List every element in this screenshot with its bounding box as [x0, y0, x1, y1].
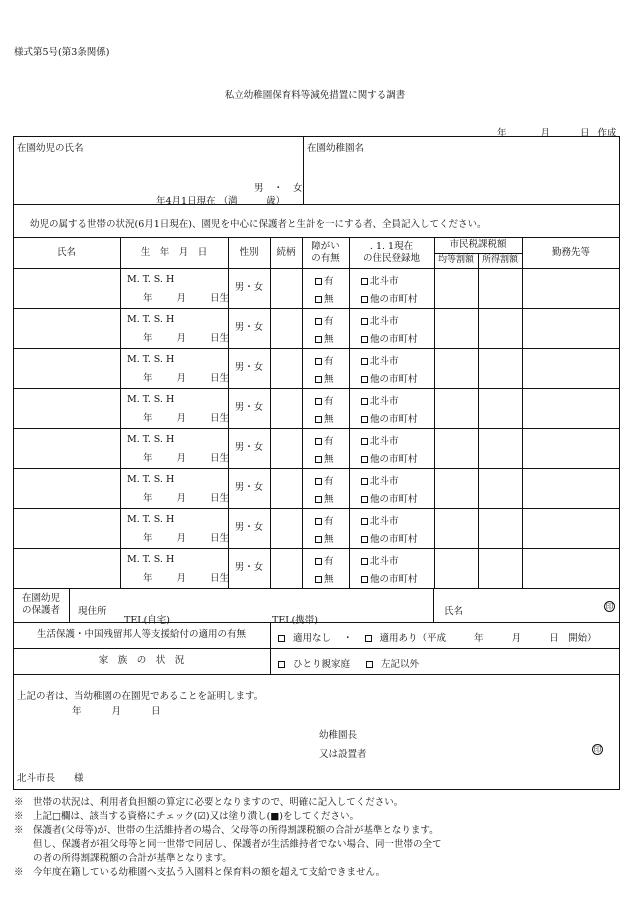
row-disability-yes[interactable]: 有	[315, 393, 334, 407]
certification-seal-icon: 印	[593, 745, 602, 754]
row-gender[interactable]: 男・女	[234, 442, 264, 454]
disability-yes-checkbox[interactable]	[315, 318, 322, 325]
address-other-checkbox[interactable]	[361, 496, 368, 503]
disability-no-checkbox[interactable]	[315, 456, 322, 463]
address-city-checkbox[interactable]	[361, 438, 368, 445]
row-disability-no[interactable]: 無	[315, 571, 334, 585]
row-disability-no[interactable]: 無	[315, 411, 334, 425]
welfare-options[interactable]: 適用なし ・ 適用あり（平成 年 月 日 開始）	[278, 630, 597, 644]
row-birth-date: 年 月 日生	[143, 533, 230, 544]
welfare-applicable-checkbox[interactable]	[365, 635, 372, 642]
row-address-city[interactable]: 北斗市	[361, 473, 399, 487]
row-birth-date: 年 月 日生	[143, 333, 230, 344]
household-row	[13, 388, 620, 428]
row-era: M. T. S. H	[127, 514, 175, 525]
row-era: M. T. S. H	[127, 554, 175, 565]
row-era: M. T. S. H	[127, 474, 175, 485]
row-address-city[interactable]: 北斗市	[361, 513, 399, 527]
row-address-other[interactable]: 他の市町村	[361, 491, 418, 505]
kindergarten-name-label: 在園幼稚園名	[307, 143, 365, 154]
row-name-input[interactable]	[13, 268, 120, 308]
row-tax-income-input[interactable]	[478, 268, 522, 308]
col-header-birth: 生 年 月 日	[140, 246, 208, 258]
row-tax-equal-input[interactable]	[434, 308, 478, 348]
row-disability-yes[interactable]: 有	[315, 553, 334, 567]
note-4: ※ 今年度在籍している幼稚園へ支払う入園料と保育料の額を超えて支給できません。	[14, 867, 386, 878]
row-address-other[interactable]: 他の市町村	[361, 331, 418, 345]
certification-statement: 上記の者は、当幼稚園の在園児であることを証明します。	[17, 691, 264, 702]
row-address-city[interactable]: 北斗市	[361, 433, 399, 447]
row-relation-input[interactable]	[270, 388, 302, 428]
other-family-checkbox[interactable]	[366, 661, 373, 668]
row-name-input[interactable]	[13, 388, 120, 428]
row-disability-no[interactable]: 無	[315, 371, 334, 385]
row-birth-date: 年 月 日生	[143, 413, 230, 424]
child-gender[interactable]: 男 ・ 女	[254, 183, 303, 194]
row-tax-income-input[interactable]	[478, 508, 522, 548]
row-era: M. T. S. H	[127, 354, 175, 365]
row-birth-date: 年 月 日生	[143, 453, 230, 464]
disability-no-checkbox[interactable]	[315, 416, 322, 423]
row-workplace-input[interactable]	[522, 268, 620, 308]
disability-yes-checkbox[interactable]	[315, 398, 322, 405]
row-address-other[interactable]: 他の市町村	[361, 451, 418, 465]
guardian-label: 在園幼児 の保護者	[21, 593, 60, 616]
disability-yes-checkbox[interactable]	[315, 358, 322, 365]
addressee: 北斗市長 様	[17, 773, 84, 784]
note-3-continued: 但し、保護者が祖父母等と同一世帯で同居し、保護者が生活維持者でない場合、同一世帯の全て	[14, 839, 442, 850]
row-relation-input[interactable]	[270, 508, 302, 548]
disability-yes-checkbox[interactable]	[315, 518, 322, 525]
row-tax-income-input[interactable]	[478, 548, 522, 588]
form-number: 様式第5号(第3条関係)	[14, 47, 110, 58]
row-tax-equal-input[interactable]	[434, 388, 478, 428]
col-header-tax: 市民税課税額	[449, 239, 507, 251]
disability-yes-checkbox[interactable]	[315, 278, 322, 285]
row-relation-input[interactable]	[270, 548, 302, 588]
address-city-checkbox[interactable]	[361, 518, 368, 525]
col-header-gender: 性別	[239, 246, 259, 258]
row-relation-input[interactable]	[270, 268, 302, 308]
certification-date: 年 月 日	[72, 706, 161, 717]
address-other-checkbox[interactable]	[361, 536, 368, 543]
row-disability-no[interactable]: 無	[315, 451, 334, 465]
row-disability-yes[interactable]: 有	[315, 433, 334, 447]
address-city-checkbox[interactable]	[361, 558, 368, 565]
col-header-address: . 1. 1現在 の住民登録地	[362, 240, 420, 264]
row-era: M. T. S. H	[127, 274, 175, 285]
col-header-workplace: 勤務先等	[551, 246, 590, 258]
address-other-checkbox[interactable]	[361, 336, 368, 343]
address-city-checkbox[interactable]	[361, 358, 368, 365]
row-address-other[interactable]: 他の市町村	[361, 291, 418, 305]
disability-no-checkbox[interactable]	[315, 536, 322, 543]
address-city-checkbox[interactable]	[361, 278, 368, 285]
row-tax-equal-input[interactable]	[434, 428, 478, 468]
child-age-line: 年4月1日現在 （満 歳）	[156, 196, 286, 207]
row-name-input[interactable]	[13, 348, 120, 388]
address-city-checkbox[interactable]	[361, 318, 368, 325]
note-2: ※ 上記□欄は、該当する資格にチェック(☑)又は塗り潰し(■)をしてください。	[14, 811, 360, 822]
note-3-continued-2: の者の所得割課税額の合計が基準となります。	[14, 853, 232, 864]
row-gender[interactable]: 男・女	[234, 522, 264, 534]
household-row	[13, 268, 620, 308]
household-row	[13, 428, 620, 468]
row-tax-income-input[interactable]	[478, 308, 522, 348]
household-row	[13, 308, 620, 348]
row-address-other[interactable]: 他の市町村	[361, 371, 418, 385]
row-birth-date: 年 月 日生	[143, 373, 230, 384]
family-options[interactable]: ひとり親家庭 左記以外	[278, 656, 419, 670]
row-gender[interactable]: 男・女	[234, 562, 264, 574]
row-disability-no[interactable]: 無	[315, 531, 334, 545]
row-address-city[interactable]: 北斗市	[361, 353, 399, 367]
row-birth-date: 年 月 日生	[143, 493, 230, 504]
row-disability-no[interactable]: 無	[315, 291, 334, 305]
address-other-checkbox[interactable]	[361, 296, 368, 303]
row-workplace-input[interactable]	[522, 428, 620, 468]
row-address-city[interactable]: 北斗市	[361, 313, 399, 327]
row-gender[interactable]: 男・女	[234, 322, 264, 334]
family-label: 家 族 の 状 況	[98, 655, 185, 667]
row-name-input[interactable]	[13, 468, 120, 508]
row-tax-income-input[interactable]	[478, 348, 522, 388]
household-row	[13, 468, 620, 508]
child-name-label: 在園幼児の氏名	[17, 143, 84, 154]
row-disability-no[interactable]: 無	[315, 491, 334, 505]
row-workplace-input[interactable]	[522, 548, 620, 588]
disability-yes-checkbox[interactable]	[315, 438, 322, 445]
row-disability-no[interactable]: 無	[315, 331, 334, 345]
page-title: 私立幼稚園保育料等減免措置に関する調書	[224, 90, 406, 101]
founder-label: 又は設置者	[319, 749, 367, 760]
row-era: M. T. S. H	[127, 394, 175, 405]
disability-no-checkbox[interactable]	[315, 496, 322, 503]
welfare-not-applicable-checkbox[interactable]	[278, 635, 285, 642]
household-instruction: 幼児の属する世帯の状況(6月1日現在)、園児を中心に保護者と生計を一にする者、全員記入してください。	[30, 219, 487, 230]
guardian-tel-home: TEL(自宅)	[124, 615, 170, 626]
col-header-tax-equal: 均等割額	[437, 254, 474, 265]
row-disability-yes[interactable]: 有	[315, 353, 334, 367]
disability-no-checkbox[interactable]	[315, 576, 322, 583]
col-header-disability: 障がい の有無	[311, 240, 340, 264]
row-workplace-input[interactable]	[522, 508, 620, 548]
address-city-checkbox[interactable]	[361, 478, 368, 485]
row-address-other[interactable]: 他の市町村	[361, 411, 418, 425]
address-other-checkbox[interactable]	[361, 376, 368, 383]
row-era: M. T. S. H	[127, 434, 175, 445]
principal-label: 幼稚園長	[319, 730, 358, 741]
row-tax-equal-input[interactable]	[434, 468, 478, 508]
guardian-seal-icon: 印	[605, 602, 614, 611]
row-birth-date: 年 月 日生	[143, 573, 230, 584]
guardian-address-label: 現住所	[78, 606, 107, 617]
disability-no-checkbox[interactable]	[315, 376, 322, 383]
row-disability-yes[interactable]: 有	[315, 473, 334, 487]
row-relation-input[interactable]	[270, 428, 302, 468]
row-gender[interactable]: 男・女	[234, 402, 264, 414]
row-name-input[interactable]	[13, 428, 120, 468]
row-address-city[interactable]: 北斗市	[361, 273, 399, 287]
row-workplace-input[interactable]	[522, 308, 620, 348]
row-gender[interactable]: 男・女	[234, 482, 264, 494]
disability-yes-checkbox[interactable]	[315, 478, 322, 485]
row-disability-yes[interactable]: 有	[315, 313, 334, 327]
welfare-label: 生活保護・中国残留邦人等支援給付の適用の有無	[36, 629, 246, 641]
address-other-checkbox[interactable]	[361, 576, 368, 583]
row-era: M. T. S. H	[127, 314, 175, 325]
col-header-tax-income: 所得割額	[481, 254, 518, 265]
row-gender[interactable]: 男・女	[234, 282, 264, 294]
guardian-name-label: 氏名	[444, 606, 464, 617]
row-disability-yes[interactable]: 有	[315, 273, 334, 287]
row-disability-yes[interactable]: 有	[315, 513, 334, 527]
disability-no-checkbox[interactable]	[315, 296, 322, 303]
disability-no-checkbox[interactable]	[315, 336, 322, 343]
col-header-name: 氏名	[56, 246, 76, 258]
address-other-checkbox[interactable]	[361, 456, 368, 463]
note-3: ※ 保護者(父母等)が、世帯の生活維持者の場合、父母等の所得割課税額の合計が基準となります。	[14, 825, 439, 836]
col-header-relation: 続柄	[276, 246, 296, 258]
row-tax-income-input[interactable]	[478, 468, 522, 508]
row-tax-equal-input[interactable]	[434, 348, 478, 388]
row-name-input[interactable]	[13, 548, 120, 588]
row-address-city[interactable]: 北斗市	[361, 393, 399, 407]
row-address-other[interactable]: 他の市町村	[361, 571, 418, 585]
note-1: ※ 世帯の状況は、利用者負担額の算定に必要となりますので、明確に記入してください。	[14, 797, 404, 808]
row-workplace-input[interactable]	[522, 388, 620, 428]
row-tax-equal-input[interactable]	[434, 268, 478, 308]
row-address-other[interactable]: 他の市町村	[361, 531, 418, 545]
row-name-input[interactable]	[13, 508, 120, 548]
guardian-tel-mobile: TEL(携帯)	[272, 615, 318, 626]
row-workplace-input[interactable]	[522, 468, 620, 508]
creation-date-line: 年 月 日 作成	[497, 128, 617, 139]
single-parent-checkbox[interactable]	[278, 661, 285, 668]
row-tax-income-input[interactable]	[478, 388, 522, 428]
row-tax-equal-input[interactable]	[434, 508, 478, 548]
row-address-city[interactable]: 北斗市	[361, 553, 399, 567]
row-tax-income-input[interactable]	[478, 428, 522, 468]
household-row	[13, 548, 620, 588]
row-birth-date: 年 月 日生	[143, 293, 230, 304]
address-city-checkbox[interactable]	[361, 398, 368, 405]
row-relation-input[interactable]	[270, 348, 302, 388]
household-row	[13, 348, 620, 388]
row-relation-input[interactable]	[270, 468, 302, 508]
disability-yes-checkbox[interactable]	[315, 558, 322, 565]
row-tax-equal-input[interactable]	[434, 548, 478, 588]
address-other-checkbox[interactable]	[361, 416, 368, 423]
row-relation-input[interactable]	[270, 308, 302, 348]
row-name-input[interactable]	[13, 308, 120, 348]
household-row	[13, 508, 620, 548]
row-gender[interactable]: 男・女	[234, 362, 264, 374]
row-workplace-input[interactable]	[522, 348, 620, 388]
